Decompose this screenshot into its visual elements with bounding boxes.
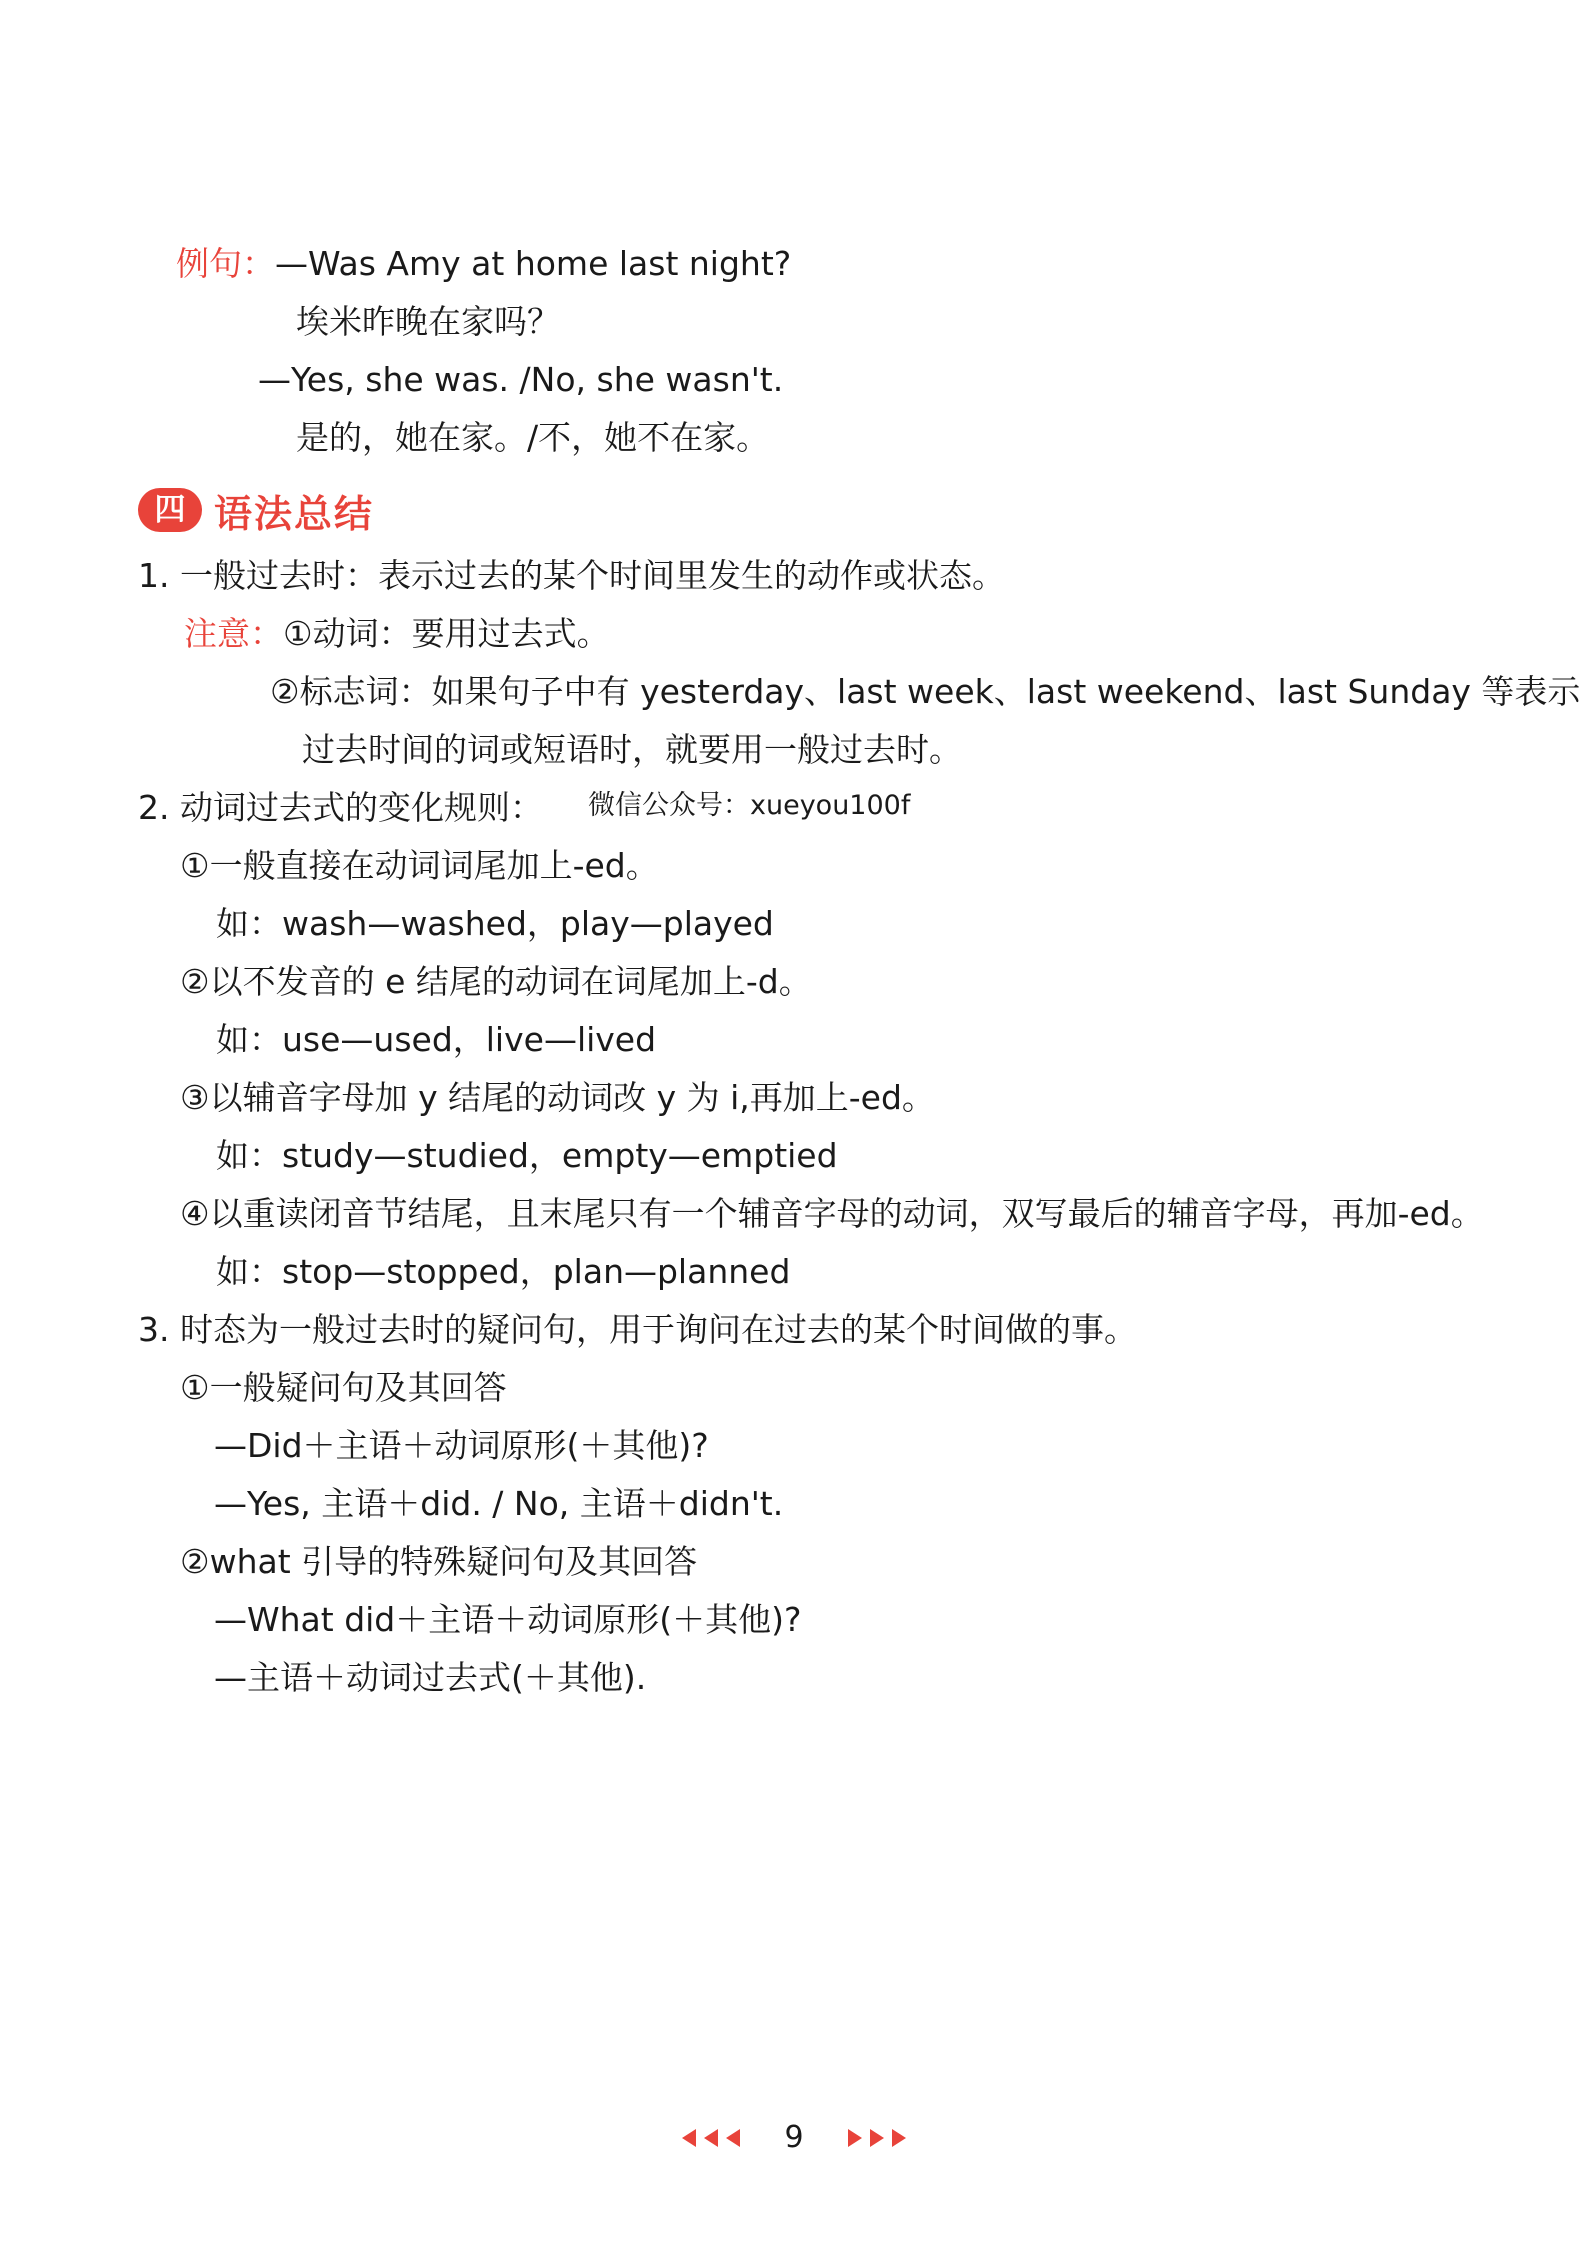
right-arrows-icon bbox=[848, 2129, 906, 2147]
note-2a: ②标志词：如果句子中有 yesterday、last week、last weekend、last Sunday 等表示 bbox=[270, 672, 1581, 711]
question-type-1: ①一般疑问句及其回答 bbox=[180, 1368, 507, 1407]
example-question-en: —Was Amy at home last night? bbox=[275, 244, 792, 283]
example-question-cn: 埃米昨晚在家吗？ bbox=[296, 302, 560, 341]
example-label: 例句： bbox=[176, 244, 275, 283]
example-answer-en: —Yes, she was. /No, she wasn't. bbox=[258, 360, 784, 399]
question-type-1-pattern: —Did＋主语＋动词原形(＋其他)? bbox=[214, 1426, 709, 1465]
note-label: 注意： bbox=[184, 614, 283, 653]
grammar-point-3: 3. 时态为一般过去时的疑问句，用于询问在过去的某个时间做的事。 bbox=[138, 1310, 1137, 1349]
question-type-2-answer: —主语＋动词过去式(＋其他). bbox=[214, 1658, 647, 1697]
rule-3-example: 如：study—studied，empty—emptied bbox=[216, 1136, 838, 1175]
wechat-watermark: 微信公众号：xueyou100f bbox=[588, 790, 911, 821]
rule-1-example: 如：wash—washed，play—played bbox=[216, 904, 774, 943]
example-answer-cn: 是的，她在家。/不，她不在家。 bbox=[296, 418, 770, 457]
section-badge bbox=[138, 488, 202, 532]
page-number: 9 bbox=[784, 2120, 804, 2155]
rule-4: ④以重读闭音节结尾，且末尾只有一个辅音字母的动词，双写最后的辅音字母，再加-ed。 bbox=[180, 1194, 1484, 1233]
question-type-2-pattern: —What did＋主语＋动词原形(＋其他)? bbox=[214, 1600, 802, 1639]
note-1: ①动词：要用过去式。 bbox=[283, 614, 610, 653]
rule-4-example: 如：stop—stopped，plan—planned bbox=[216, 1252, 791, 1291]
rule-3: ③以辅音字母加 y 结尾的动词改 y 为 i,再加上-ed。 bbox=[180, 1078, 935, 1117]
note-line-1 bbox=[184, 612, 610, 656]
note-2b: 过去时间的词或短语时，就要用一般过去时。 bbox=[302, 730, 962, 769]
question-type-2: ②what 引导的特殊疑问句及其回答 bbox=[180, 1542, 698, 1581]
question-type-1-answer: —Yes, 主语＋did. / No, 主语＋didn't. bbox=[214, 1484, 784, 1523]
page-footer bbox=[0, 2120, 1588, 2155]
section-header bbox=[138, 482, 374, 538]
section-badge-text: 四 bbox=[154, 491, 186, 528]
rule-1: ①一般直接在动词词尾加上-ed。 bbox=[180, 846, 659, 885]
example-question bbox=[176, 242, 791, 286]
grammar-point-2: 2. 动词过去式的变化规则： bbox=[138, 788, 543, 827]
section-title: 语法总结 bbox=[214, 491, 375, 536]
rule-2: ②以不发音的 e 结尾的动词在词尾加上-d。 bbox=[180, 962, 812, 1001]
rule-2-example: 如：use—used，live—lived bbox=[216, 1020, 657, 1059]
grammar-point-1: 1. 一般过去时：表示过去的某个时间里发生的动作或状态。 bbox=[138, 556, 1005, 595]
left-arrows-icon bbox=[682, 2129, 740, 2147]
